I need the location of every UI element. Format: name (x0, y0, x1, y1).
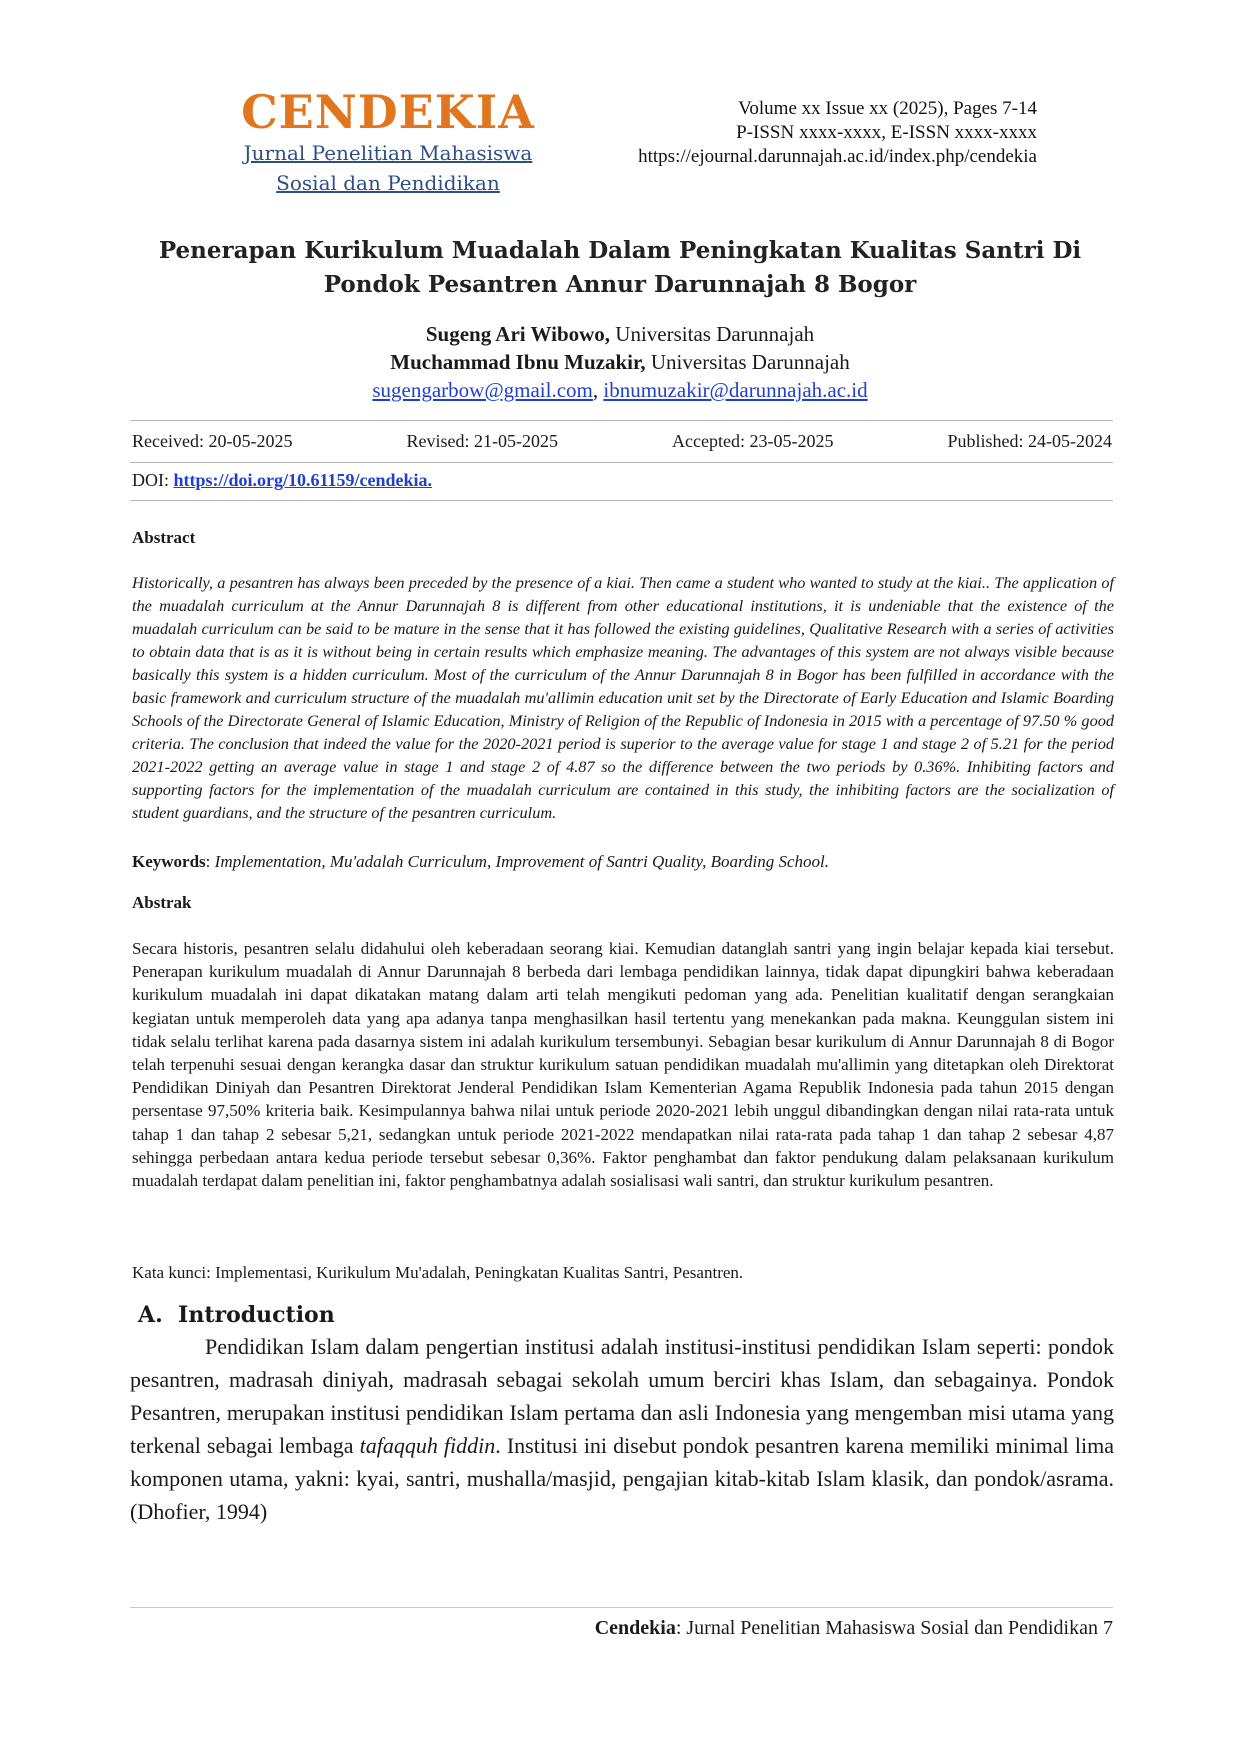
issn-info: P-ISSN xxxx-xxxx, E-ISSN xxxx-xxxx (736, 122, 1037, 143)
keywords-colon: : (205, 852, 215, 871)
article-title (150, 234, 1090, 302)
revised-date: Revised: 21-05-2025 (406, 431, 558, 451)
footer-journal-name: Cendekia (594, 1617, 676, 1639)
doi-label: DOI: (132, 470, 174, 490)
footer-journal-rest: : Jurnal Penelitian Mahasiswa Sosial dan Pendidikan (675, 1617, 1098, 1639)
author-1-name: Sugeng Ari Wibowo, (425, 322, 611, 346)
intro-text-part1: Pendidikan Islam dalam pengertian institusi adalah institusi-institusi pendidikan Islam seperti: pondok pesantren, madrasah diniyah, madrasah sebagai sekolah umum berciri khas Islam, dan sebagainya. Pondok Pesantren, merupakan institusi pendidikan Islam pertama dan asli Indonesia yang mengemban misi utama yang terkenal sebagai lembaga (130, 1334, 1114, 1458)
article-title-line1: Penerapan Kurikulum Muadalah Dalam Peningkatan Kualitas Santri Di (158, 237, 1082, 264)
volume-info: Volume xx Issue xx (2025), Pages 7-14 (738, 98, 1037, 119)
page-number: 7 (1098, 1617, 1113, 1639)
journal-logo: CENDEKIA (241, 85, 535, 139)
email-link-2[interactable]: ibnumuzakir@darunnajah.ac.id (603, 378, 868, 402)
divider (130, 420, 1113, 421)
article-dates (132, 431, 1112, 452)
intro-italic-term: tafaqquh fiddin (359, 1433, 496, 1458)
author-1 (130, 320, 1110, 348)
article-title-line2: Pondok Pesantren Annur Darunnajah 8 Bogor (323, 271, 917, 298)
author-2-affiliation: Universitas Darunnajah (645, 350, 850, 374)
footer-divider (130, 1607, 1113, 1608)
keywords-label: Keywords (132, 852, 206, 871)
abstract-text: Historically, a pesantren has always been preceded by the presence of a kiai. Then came a student who wanted to study at the kiai.. The application of the muadalah curriculum at the Annur Darunnajah 8 is different from other educational institutions, it is undeniable that the existence of the muadalah curriculum can be said to be mature in the sense that it has followed the existing guidelines, Qualitative Research with a series of activities to obtain data that is as it is without being in certain results which emphasize meaning. The advantages of this system are not always visible because basically this system is a hidden curriculum. Most of the curriculum of the Annur Darunnajah 8 in Bogor has been fulfilled in accordance with the basic framework and curriculum structure of the muadalah mu'allimin education unit set by the Directorate of Early Education and Islamic Boarding Schools of the Directorate General of Islamic Education, Ministry of Religion of the Republic of Indonesia in 2015 with a percentage of 97.50 % good criteria. The conclusion that indeed the value for the 2020-2021 period is superior to the average value for stage 1 and stage 2 of 5.21 for the period 2021-2022 getting an average value in stage 1 and stage 2 of 4.87 so the difference between the two periods by 0.36%. Inhibiting factors and supporting factors for the implementation of the muadalah curriculum are contained in this study, the inhibiting factors are the socialization of student guardians, and the structure of the pesantren curriculum. (132, 573, 1114, 822)
author-2 (130, 348, 1110, 376)
keywords-text: Implementation, Mu'adalah Curriculum, Improvement of Santri Quality, Boarding School. (214, 852, 829, 871)
published-date: Published: 24-05-2024 (947, 431, 1112, 451)
received-date: Received: 20-05-2025 (132, 431, 293, 451)
introduction-heading: A. Introduction (138, 1302, 335, 1328)
page-footer (595, 1617, 1113, 1640)
journal-subtitle-line2[interactable]: Sosial dan Pendidikan (276, 171, 500, 195)
doi-line (132, 470, 432, 491)
kata-kunci: Kata kunci: Implementasi, Kurikulum Mu'adalah, Peningkatan Kualitas Santri, Pesantren. (132, 1263, 744, 1282)
keywords (132, 850, 1114, 873)
journal-subtitle-line1[interactable]: Jurnal Penelitian Mahasiswa (243, 141, 533, 165)
abstract-heading: Abstract (132, 528, 196, 547)
author-emails (130, 376, 1110, 404)
introduction-paragraph (130, 1330, 1114, 1528)
divider (130, 462, 1113, 463)
abstrak-heading: Abstrak (132, 893, 192, 912)
email-separator: , (592, 378, 604, 402)
author-1-affiliation: Universitas Darunnajah (610, 322, 815, 346)
doi-link[interactable]: https://doi.org/10.61159/cendekia. (173, 470, 433, 490)
accepted-date: Accepted: 23-05-2025 (672, 431, 834, 451)
divider (130, 500, 1113, 501)
author-2-name: Muchammad Ibnu Muzakir, (390, 350, 646, 374)
intro-text-part2: . Institusi ini disebut pondok pesantren karena memiliki minimal lima komponen utama, yakni: kyai, santri, mushalla/masjid, pengajian kitab-kitab Islam klasik, dan pondok/asrama. (Dhofier, 1994) (130, 1433, 1114, 1524)
abstrak-text: Secara historis, pesantren selalu didahului oleh keberadaan seorang kiai. Kemudian datanglah santri yang ingin belajar kepada kiai tersebut. Penerapan kurikulum muadalah di Annur Darunnajah 8 berbeda dari lembaga pendidikan lainnya, tidak dapat dipungkiri bahwa keberadaan kurikulum muadalah ini dapat dikatakan matang dalam arti telah mengikuti pedoman yang ada. Penelitian kualitatif dengan serangkaian kegiatan untuk memperoleh data yang apa adanya tanpa menghasilkan hasil tertentu yang menekankan pada makna. Keunggulan sistem ini tidak selalu terlihat karena pada dasarnya sistem ini adalah kurikulum tersembunyi. Sebagian besar kurikulum di Annur Darunnajah 8 di Bogor telah terpenuhi sesuai dengan kerangka dasar dan struktur kurikulum satuan pendidikan muadalah mu'allimin yang ditetapkan oleh Direktorat Pendidikan Diniyah dan Pesantren Direktorat Jenderal Pendidikan Islam Kementerian Agama Republik Indonesia pada tahun 2015 dengan persentase 97,50% kriteria baik. Kesimpulannya bahwa nilai untuk periode 2020-2021 lebih unggul dibandingkan dengan nilai rata-rata untuk tahap 1 dan tahap 2 sebesar 5,21, sedangkan untuk periode 2021-2022 mendapatkan nilai rata-rata pada tahap 1 dan tahap 2 sebesar 4,87 sehingga perbedaan antara kedua periode tersebut sebesar 0,36%. Faktor penghambat dan faktor pendukung dalam pelaksanaan kurikulum muadalah terdapat dalam penelitian ini, faktor penghambatnya adalah sosialisasi wali santri, dan struktur kurikulum pesantren. (132, 939, 1114, 1191)
email-link-1[interactable]: sugengarbow@gmail.com (372, 378, 593, 402)
journal-url: https://ejournal.darunnajah.ac.id/index.php/cendekia (638, 146, 1037, 167)
